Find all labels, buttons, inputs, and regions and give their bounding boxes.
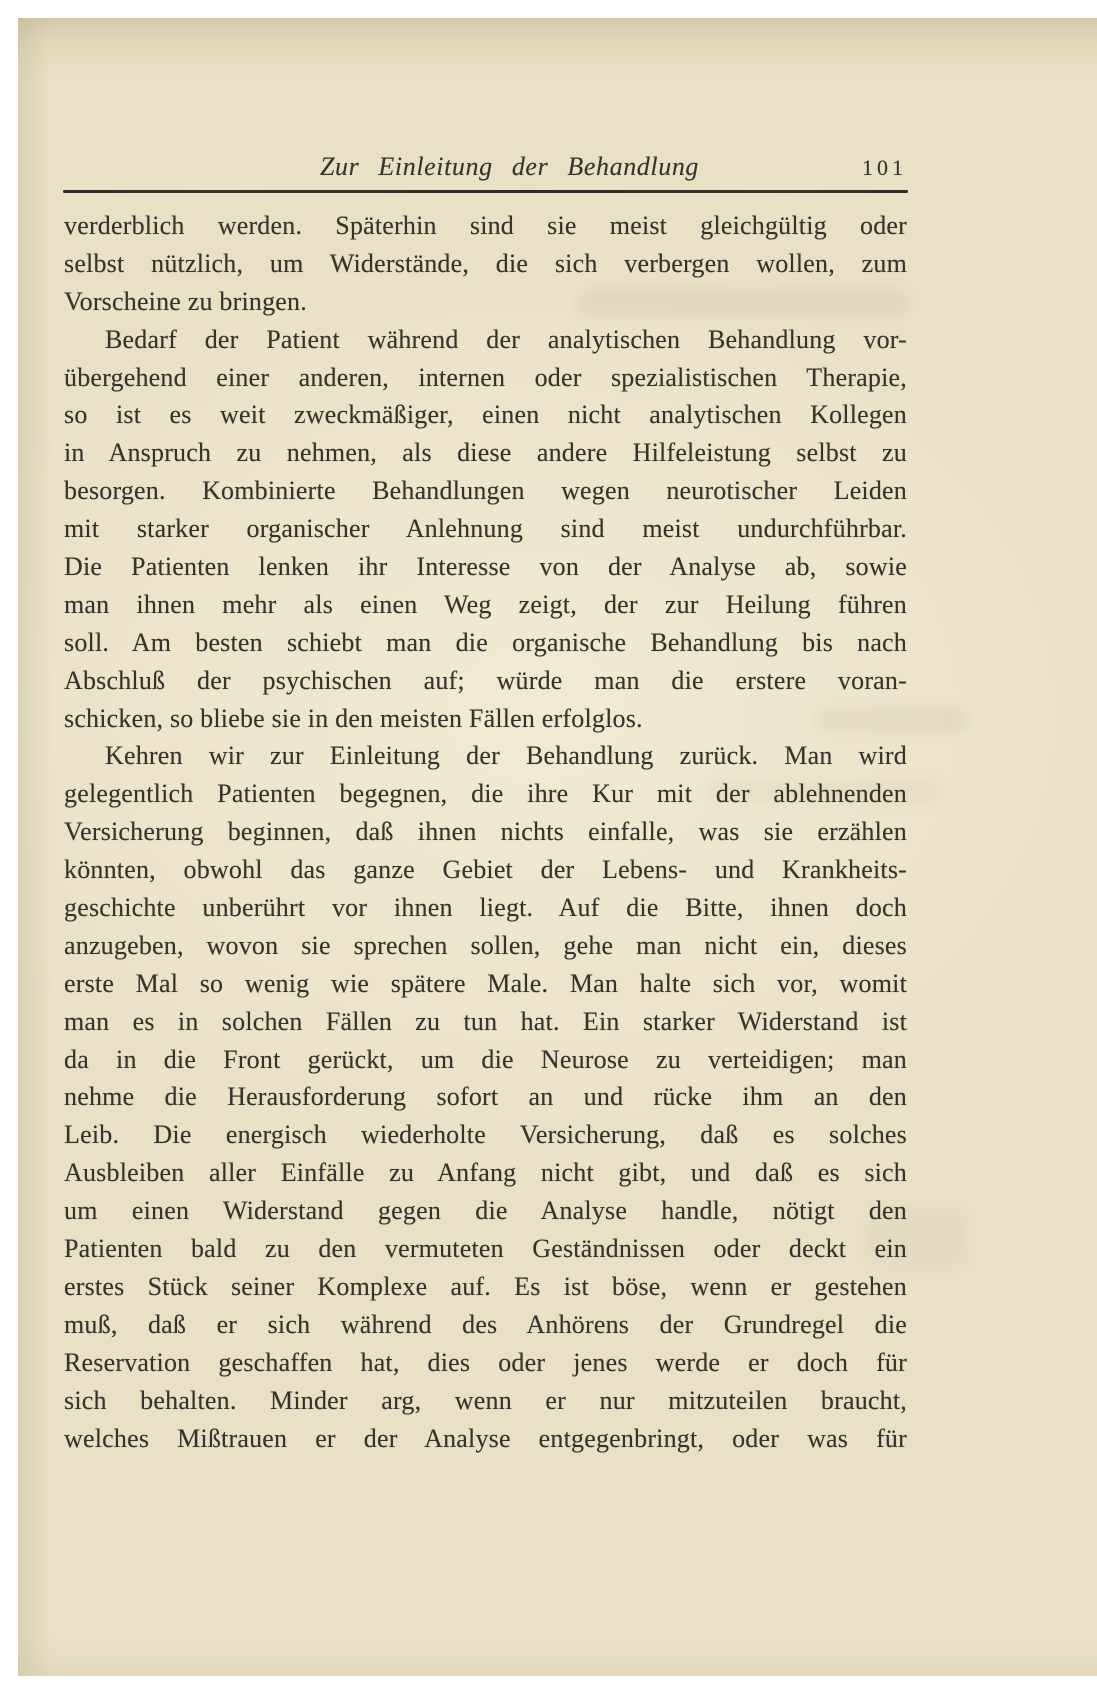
text-line: erste Mal so wenig wie spätere Male. Man halte sich vor, womit (64, 968, 907, 998)
text-line: Die Patienten lenken ihr Interesse von der Analyse ab, sowie (64, 552, 907, 582)
text-line: Patienten bald zu den vermuteten Geständnissen oder deckt ein (64, 1234, 907, 1264)
text-line: Vorscheine zu bringen. (64, 286, 307, 316)
text-line: mit starker organischer Anlehnung sind meist undurchführbar. (64, 514, 907, 544)
header-rule (63, 190, 908, 193)
text-line: geschichte unberührt vor ihnen liegt. Auf die Bitte, ihnen doch (64, 893, 907, 923)
running-title: Zur Einleitung der Behandlung (319, 152, 700, 181)
text-line: um einen Widerstand gegen die Analyse handle, nötigt den (64, 1196, 907, 1226)
text-line: da in die Front gerückt, um die Neurose zu verteidigen; man (64, 1044, 907, 1074)
text-line: welches Mißtrauen er der Analyse entgegenbringt, oder was für (64, 1423, 907, 1453)
text-line: könnten, obwohl das ganze Gebiet der Lebens- und Krankheits- (64, 855, 907, 885)
text-line: Reservation geschaffen hat, dies oder jenes werde er doch für (64, 1347, 907, 1377)
text-line: nehme die Herausforderung sofort an und rücke ihm an den (64, 1082, 907, 1112)
text-line: Ausbleiben aller Einfälle zu Anfang nicht gibt, und daß es sich (64, 1158, 907, 1188)
text-line: sich behalten. Minder arg, wenn er nur mitzuteilen braucht, (64, 1385, 907, 1415)
text-line: soll. Am besten schiebt man die organische Behandlung bis nach (64, 627, 907, 657)
text-line: besorgen. Kombinierte Behandlungen wegen neurotischer Leiden (64, 476, 907, 506)
text-line: übergehend einer anderen, internen oder spezialistischen Therapie, (64, 362, 907, 392)
text-line: Bedarf der Patient während der analytischen Behandlung vor- (105, 324, 907, 354)
text-line: verderblich werden. Späterhin sind sie meist gleichgültig oder (64, 211, 907, 240)
text-line: so ist es weit zweckmäßiger, einen nicht analytischen Kollegen (64, 400, 907, 430)
text-line: man ihnen mehr als einen Weg zeigt, der zur Heilung führen (64, 589, 907, 619)
body-text (64, 207, 907, 1457)
text-line: anzugeben, wovon sie sprechen sollen, gehe man nicht ein, dieses (64, 930, 907, 960)
text-line: erstes Stück seiner Komplexe auf. Es ist böse, wenn er gestehen (64, 1271, 907, 1301)
text-line: gelegentlich Patienten begegnen, die ihre Kur mit der ablehnenden (64, 779, 907, 809)
text-line: Versicherung beginnen, daß ihnen nichts einfalle, was sie erzählen (64, 817, 907, 847)
text-line: man es in solchen Fällen zu tun hat. Ein starker Widerstand ist (64, 1006, 907, 1036)
text-line: in Anspruch zu nehmen, als diese andere Hilfeleistung selbst zu (64, 438, 907, 468)
text-line: muß, daß er sich während des Anhörens der Grundregel die (64, 1309, 907, 1339)
text-line: schicken, so bliebe sie in den meisten Fällen erfolglos. (64, 703, 643, 733)
text-line: Leib. Die energisch wiederholte Versicherung, daß es solches (64, 1120, 907, 1150)
text-line: Kehren wir zur Einleitung der Behandlung zurück. Man wird (105, 741, 907, 771)
text-line: selbst nützlich, um Widerstände, die sich verbergen wollen, zum (64, 248, 907, 278)
text-line: Abschluß der psychischen auf; würde man die erstere voran- (64, 665, 907, 695)
page-number: 101 (862, 155, 907, 180)
